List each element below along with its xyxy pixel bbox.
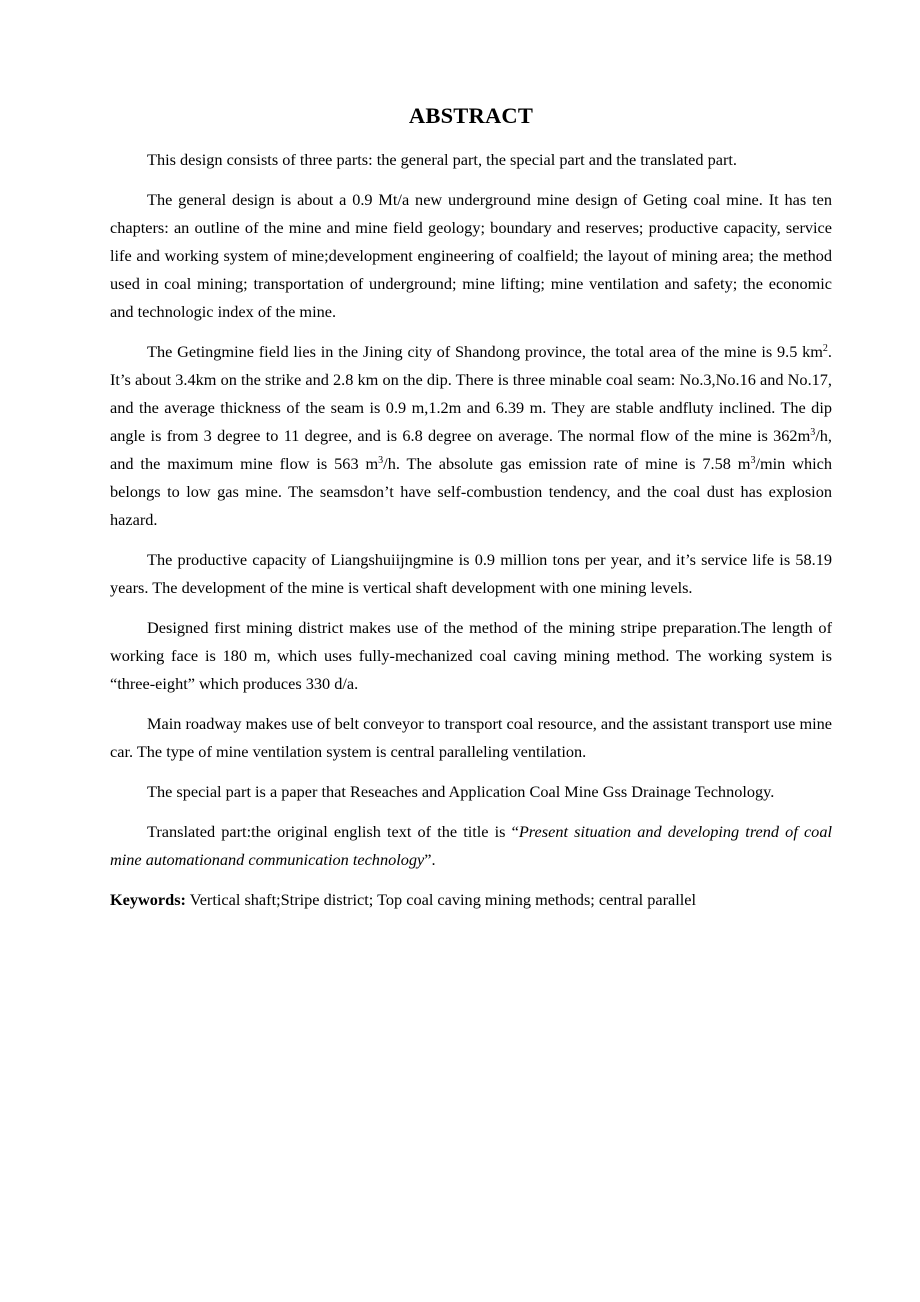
paragraph-capacity: The productive capacity of Liangshuiijngmine is 0.9 million tons per year, and it’s service life is 58.19 years. The development of the mine is vertical shaft development with one mining levels. <box>110 550 832 597</box>
superscript-3: 3 <box>810 427 816 438</box>
paragraph-general-design: The general design is about a 0.9 Mt/a new underground mine design of Geting coal mine. It has ten chapters: an outline of the mine and mine field geology; boundary and reserves; productive capacity, service life and working system of mine;development engineering of coalfield; the layout of mining area; the method used in coal mining; transportation of underground; mine lifting; mine ventilation and safety; the economic and technologic index of the mine. <box>110 190 832 321</box>
paragraph-translated-part <box>110 818 832 874</box>
translated-title: Present situation and developing trend of coal mine automationand communication technology <box>110 822 832 869</box>
paragraph-transport: Main roadway makes use of belt conveyor to transport coal resource, and the assistant transport use mine car. The type of mine ventilation system is central paralleling ventilation. <box>110 714 832 761</box>
keywords-line <box>110 886 832 914</box>
mine-field-text-d: /h. The absolute gas emission rate of mine is 7.58 m <box>383 454 751 473</box>
mine-field-text-a: The Getingmine field lies in the Jining city of Shandong province, the total area of the mine is 9.5 km <box>147 342 823 361</box>
keywords-text: Vertical shaft;Stripe district; Top coal caving mining methods; central parallel <box>185 890 697 909</box>
mine-field-text-b: . It’s about 3.4km on the strike and 2.8 km on the dip. There is three minable coal seam: No.3,No.16 and No.17, and the average thickness of the seam is 0.9 m,1.2m and 6.39 m. They are stable andfluty inclined. The dip angle is from 3 degree to 11 degree, and is 6.8 degree on average. The normal flow of the mine is 362m <box>110 342 832 445</box>
paragraph-special-part: The special part is a paper that Reseaches and Application Coal Mine Gss Drainage Technology. <box>147 782 775 801</box>
page-title: ABSTRACT <box>408 103 534 128</box>
paragraph-overview: This design consists of three parts: the general part, the special part and the translated part. <box>147 150 737 169</box>
keywords-label: Keywords: <box>110 890 186 909</box>
mine-field-text-c: /h, and the maximum mine flow is 563 m <box>110 426 832 473</box>
translated-part-lead: Translated part:the original english text of the title is “ <box>147 822 519 841</box>
paragraph-mining-district: Designed first mining district makes use of the method of the mining stripe preparation.The length of working face is 180 m, which uses fully-mechanized coal caving mining method. The working system is “three-eight” which produces 330 d/a. <box>110 618 832 693</box>
abstract-body <box>110 146 832 914</box>
superscript-2: 2 <box>822 343 828 354</box>
paragraph-mine-field <box>110 338 832 534</box>
translated-part-tail: ”. <box>424 850 436 869</box>
mine-field-text-e: /min which belongs to low gas mine. The seamsdon’t have self-combustion tendency, and the coal dust has explosion hazard. <box>110 454 833 529</box>
superscript-3: 3 <box>750 455 756 466</box>
superscript-3: 3 <box>378 455 384 466</box>
